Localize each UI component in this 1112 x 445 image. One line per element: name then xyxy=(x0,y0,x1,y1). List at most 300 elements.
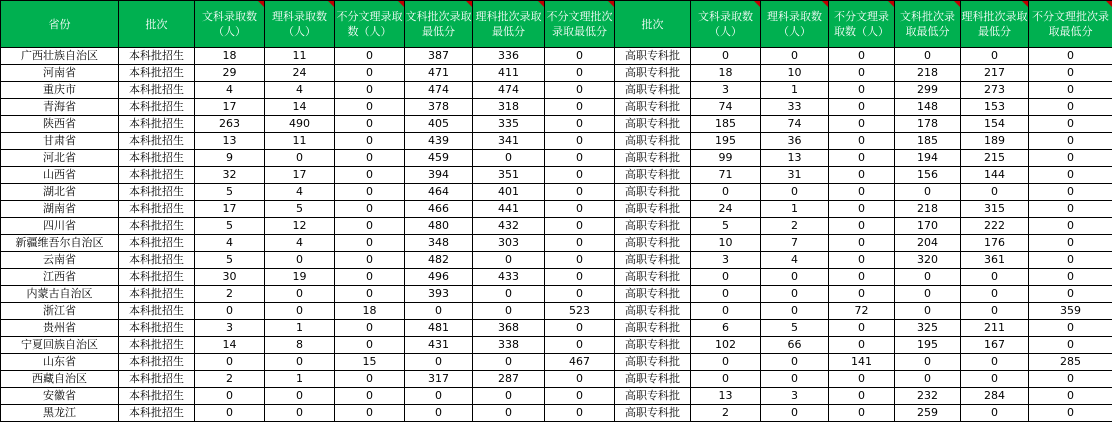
table-cell: 11 xyxy=(265,48,335,65)
table-cell: 0 xyxy=(335,133,405,150)
province-cell: 内蒙古自治区 xyxy=(1,286,119,303)
table-cell: 0 xyxy=(473,286,545,303)
table-cell: 474 xyxy=(405,82,473,99)
table-cell: 0 xyxy=(545,337,615,354)
table-cell: 0 xyxy=(545,167,615,184)
table-cell: 368 xyxy=(473,320,545,337)
table-cell: 0 xyxy=(265,405,335,422)
table-cell: 1 xyxy=(265,371,335,388)
table-cell: 405 xyxy=(405,116,473,133)
table-cell: 299 xyxy=(895,82,961,99)
table-cell: 359 xyxy=(1029,303,1112,320)
table-cell: 0 xyxy=(545,405,615,422)
table-cell: 5 xyxy=(195,184,265,201)
table-cell: 本科批招生 xyxy=(119,150,195,167)
table-cell: 0 xyxy=(895,184,961,201)
column-header: 理科批次录取最低分 xyxy=(961,1,1029,48)
table-cell: 5 xyxy=(265,201,335,218)
table-cell: 32 xyxy=(195,167,265,184)
table-cell: 0 xyxy=(1029,48,1112,65)
table-cell: 0 xyxy=(335,184,405,201)
table-row xyxy=(1,303,1112,320)
table-cell: 0 xyxy=(829,116,895,133)
table-cell: 0 xyxy=(545,218,615,235)
table-cell: 0 xyxy=(1029,82,1112,99)
table-cell: 5 xyxy=(195,218,265,235)
table-cell: 348 xyxy=(405,235,473,252)
table-cell: 0 xyxy=(829,150,895,167)
column-header: 文科批次录取最低分 xyxy=(895,1,961,48)
table-cell: 本科批招生 xyxy=(119,82,195,99)
table-cell: 393 xyxy=(405,286,473,303)
table-cell: 0 xyxy=(405,354,473,371)
table-cell: 0 xyxy=(895,354,961,371)
table-cell: 高职专科批 xyxy=(615,320,691,337)
table-cell: 本科批招生 xyxy=(119,354,195,371)
table-cell: 0 xyxy=(335,82,405,99)
province-cell: 宁夏回族自治区 xyxy=(1,337,119,354)
table-cell: 高职专科批 xyxy=(615,252,691,269)
table-cell: 0 xyxy=(829,82,895,99)
table-cell: 高职专科批 xyxy=(615,65,691,82)
province-cell: 河北省 xyxy=(1,150,119,167)
table-cell: 66 xyxy=(761,337,829,354)
table-cell: 0 xyxy=(545,286,615,303)
province-cell: 江西省 xyxy=(1,269,119,286)
table-cell: 高职专科批 xyxy=(615,354,691,371)
table-cell: 336 xyxy=(473,48,545,65)
table-cell: 12 xyxy=(265,218,335,235)
table-cell: 0 xyxy=(335,252,405,269)
table-cell: 0 xyxy=(1029,184,1112,201)
table-body xyxy=(1,48,1112,422)
table-cell: 0 xyxy=(335,99,405,116)
table-cell: 0 xyxy=(335,48,405,65)
table-cell: 0 xyxy=(265,388,335,405)
table-cell: 2 xyxy=(195,371,265,388)
table-cell: 0 xyxy=(1029,65,1112,82)
column-header: 文科批次录取最低分 xyxy=(405,1,473,48)
table-cell: 0 xyxy=(961,286,1029,303)
table-cell: 218 xyxy=(895,65,961,82)
column-header: 不分文理录取数（人） xyxy=(829,1,895,48)
table-cell: 0 xyxy=(335,116,405,133)
table-cell: 2 xyxy=(691,405,761,422)
table-cell: 0 xyxy=(405,388,473,405)
table-cell: 本科批招生 xyxy=(119,388,195,405)
table-cell: 0 xyxy=(1029,99,1112,116)
table-cell: 0 xyxy=(545,320,615,337)
table-cell: 0 xyxy=(691,286,761,303)
table-cell: 170 xyxy=(895,218,961,235)
table-cell: 高职专科批 xyxy=(615,388,691,405)
table-cell: 263 xyxy=(195,116,265,133)
table-cell: 0 xyxy=(545,388,615,405)
table-cell: 496 xyxy=(405,269,473,286)
table-cell: 0 xyxy=(829,235,895,252)
table-row xyxy=(1,252,1112,269)
province-cell: 黑龙江 xyxy=(1,405,119,422)
table-cell: 0 xyxy=(961,371,1029,388)
table-row xyxy=(1,235,1112,252)
table-cell: 0 xyxy=(335,269,405,286)
column-header: 理科录取数（人） xyxy=(265,1,335,48)
table-cell: 194 xyxy=(895,150,961,167)
table-cell: 0 xyxy=(961,405,1029,422)
province-cell: 重庆市 xyxy=(1,82,119,99)
table-cell: 0 xyxy=(335,235,405,252)
table-cell: 33 xyxy=(761,99,829,116)
table-cell: 387 xyxy=(405,48,473,65)
table-cell: 0 xyxy=(335,201,405,218)
table-cell: 144 xyxy=(961,167,1029,184)
table-row xyxy=(1,337,1112,354)
table-cell: 211 xyxy=(961,320,1029,337)
table-cell: 102 xyxy=(691,337,761,354)
column-header: 文科录取数（人） xyxy=(195,1,265,48)
table-cell: 0 xyxy=(761,303,829,320)
table-cell: 高职专科批 xyxy=(615,286,691,303)
table-cell: 0 xyxy=(895,269,961,286)
table-cell: 215 xyxy=(961,150,1029,167)
table-cell: 高职专科批 xyxy=(615,235,691,252)
table-cell: 3 xyxy=(195,320,265,337)
table-cell: 74 xyxy=(761,116,829,133)
table-cell: 232 xyxy=(895,388,961,405)
table-cell: 273 xyxy=(961,82,1029,99)
table-cell: 高职专科批 xyxy=(615,218,691,235)
table-cell: 0 xyxy=(761,371,829,388)
table-cell: 3 xyxy=(691,82,761,99)
province-cell: 山西省 xyxy=(1,167,119,184)
table-row xyxy=(1,48,1112,65)
table-cell: 0 xyxy=(829,65,895,82)
table-cell: 0 xyxy=(761,184,829,201)
table-cell: 0 xyxy=(335,150,405,167)
column-header: 批次 xyxy=(119,1,195,48)
table-cell: 195 xyxy=(895,337,961,354)
table-cell: 0 xyxy=(545,371,615,388)
table-cell: 0 xyxy=(829,133,895,150)
table-cell: 本科批招生 xyxy=(119,201,195,218)
table-cell: 0 xyxy=(1029,286,1112,303)
table-cell: 11 xyxy=(265,133,335,150)
table-cell: 本科批招生 xyxy=(119,218,195,235)
table-row xyxy=(1,167,1112,184)
table-cell: 0 xyxy=(1029,150,1112,167)
table-cell: 0 xyxy=(473,150,545,167)
table-cell: 153 xyxy=(961,99,1029,116)
table-cell: 本科批招生 xyxy=(119,167,195,184)
province-cell: 陕西省 xyxy=(1,116,119,133)
table-cell: 351 xyxy=(473,167,545,184)
table-cell: 本科批招生 xyxy=(119,235,195,252)
province-cell: 湖南省 xyxy=(1,201,119,218)
table-cell: 466 xyxy=(405,201,473,218)
table-cell: 432 xyxy=(473,218,545,235)
column-header: 批次 xyxy=(615,1,691,48)
table-cell: 高职专科批 xyxy=(615,99,691,116)
table-cell: 0 xyxy=(265,354,335,371)
table-cell: 411 xyxy=(473,65,545,82)
table-cell: 338 xyxy=(473,337,545,354)
table-cell: 17 xyxy=(265,167,335,184)
table-cell: 本科批招生 xyxy=(119,184,195,201)
table-cell: 18 xyxy=(691,65,761,82)
table-row xyxy=(1,116,1112,133)
table-cell: 0 xyxy=(1029,371,1112,388)
table-cell: 0 xyxy=(691,303,761,320)
table-header xyxy=(1,1,1112,48)
table-cell: 317 xyxy=(405,371,473,388)
column-header: 不分文理录取数（人） xyxy=(335,1,405,48)
table-cell: 36 xyxy=(761,133,829,150)
table-cell: 18 xyxy=(335,303,405,320)
table-cell: 17 xyxy=(195,201,265,218)
table-cell: 0 xyxy=(961,354,1029,371)
table-cell: 0 xyxy=(961,48,1029,65)
province-cell: 安徽省 xyxy=(1,388,119,405)
table-cell: 高职专科批 xyxy=(615,82,691,99)
table-cell: 31 xyxy=(761,167,829,184)
table-cell: 439 xyxy=(405,133,473,150)
table-cell: 217 xyxy=(961,65,1029,82)
table-cell: 204 xyxy=(895,235,961,252)
table-cell: 0 xyxy=(1029,201,1112,218)
table-cell: 0 xyxy=(1029,405,1112,422)
table-cell: 0 xyxy=(545,201,615,218)
province-cell: 甘肃省 xyxy=(1,133,119,150)
table-cell: 0 xyxy=(961,269,1029,286)
table-cell: 24 xyxy=(691,201,761,218)
table-cell: 401 xyxy=(473,184,545,201)
table-cell: 高职专科批 xyxy=(615,48,691,65)
table-cell: 0 xyxy=(895,303,961,320)
province-cell: 西藏自治区 xyxy=(1,371,119,388)
province-cell: 云南省 xyxy=(1,252,119,269)
table-row xyxy=(1,286,1112,303)
table-cell: 0 xyxy=(265,286,335,303)
table-cell: 0 xyxy=(265,252,335,269)
table-cell: 高职专科批 xyxy=(615,116,691,133)
table-cell: 13 xyxy=(691,388,761,405)
table-row xyxy=(1,82,1112,99)
table-cell: 0 xyxy=(895,371,961,388)
province-cell: 广西壮族自治区 xyxy=(1,48,119,65)
table-cell: 0 xyxy=(545,48,615,65)
table-cell: 0 xyxy=(1029,320,1112,337)
table-cell: 0 xyxy=(545,150,615,167)
table-cell: 0 xyxy=(1029,337,1112,354)
column-header: 不分文理批次录取最低分 xyxy=(1029,1,1112,48)
table-cell: 高职专科批 xyxy=(615,405,691,422)
table-cell: 0 xyxy=(335,218,405,235)
province-cell: 山东省 xyxy=(1,354,119,371)
table-cell: 14 xyxy=(195,337,265,354)
table-cell: 154 xyxy=(961,116,1029,133)
table-cell: 19 xyxy=(265,269,335,286)
province-cell: 浙江省 xyxy=(1,303,119,320)
table-cell: 474 xyxy=(473,82,545,99)
table-cell: 0 xyxy=(761,354,829,371)
table-row xyxy=(1,65,1112,82)
table-cell: 2 xyxy=(195,286,265,303)
table-cell: 0 xyxy=(265,303,335,320)
table-cell: 218 xyxy=(895,201,961,218)
table-cell: 0 xyxy=(961,303,1029,320)
table-cell: 0 xyxy=(829,320,895,337)
table-row xyxy=(1,320,1112,337)
table-cell: 0 xyxy=(829,184,895,201)
table-cell: 本科批招生 xyxy=(119,99,195,116)
table-cell: 0 xyxy=(335,320,405,337)
table-cell: 9 xyxy=(195,150,265,167)
table-cell: 0 xyxy=(1029,252,1112,269)
table-cell: 0 xyxy=(829,337,895,354)
table-cell: 480 xyxy=(405,218,473,235)
table-cell: 0 xyxy=(1029,269,1112,286)
table-cell: 1 xyxy=(761,82,829,99)
table-cell: 2 xyxy=(761,218,829,235)
province-cell: 青海省 xyxy=(1,99,119,116)
table-row xyxy=(1,371,1112,388)
table-cell: 14 xyxy=(265,99,335,116)
table-cell: 4 xyxy=(265,235,335,252)
table-row xyxy=(1,218,1112,235)
table-cell: 0 xyxy=(473,303,545,320)
table-cell: 0 xyxy=(405,303,473,320)
province-cell: 湖北省 xyxy=(1,184,119,201)
table-cell: 高职专科批 xyxy=(615,371,691,388)
table-cell: 318 xyxy=(473,99,545,116)
table-cell: 0 xyxy=(545,82,615,99)
table-cell: 0 xyxy=(545,184,615,201)
table-cell: 0 xyxy=(473,405,545,422)
table-cell: 13 xyxy=(195,133,265,150)
table-cell: 0 xyxy=(545,252,615,269)
table-cell: 本科批招生 xyxy=(119,133,195,150)
table-row xyxy=(1,150,1112,167)
table-cell: 30 xyxy=(195,269,265,286)
table-cell: 185 xyxy=(895,133,961,150)
table-cell: 0 xyxy=(829,269,895,286)
table-cell: 4 xyxy=(195,235,265,252)
table-cell: 0 xyxy=(761,269,829,286)
table-cell: 0 xyxy=(829,167,895,184)
table-cell: 0 xyxy=(829,252,895,269)
table-cell: 1 xyxy=(265,320,335,337)
table-cell: 74 xyxy=(691,99,761,116)
table-cell: 185 xyxy=(691,116,761,133)
table-cell: 315 xyxy=(961,201,1029,218)
table-cell: 本科批招生 xyxy=(119,65,195,82)
table-cell: 4 xyxy=(265,82,335,99)
table-cell: 0 xyxy=(545,235,615,252)
table-cell: 0 xyxy=(545,269,615,286)
province-cell: 河南省 xyxy=(1,65,119,82)
table-cell: 本科批招生 xyxy=(119,371,195,388)
table-cell: 0 xyxy=(829,201,895,218)
table-cell: 4 xyxy=(265,184,335,201)
table-cell: 0 xyxy=(335,167,405,184)
table-cell: 72 xyxy=(829,303,895,320)
table-cell: 325 xyxy=(895,320,961,337)
table-cell: 71 xyxy=(691,167,761,184)
table-cell: 378 xyxy=(405,99,473,116)
table-cell: 0 xyxy=(761,405,829,422)
table-row xyxy=(1,354,1112,371)
table-cell: 441 xyxy=(473,201,545,218)
province-cell: 新疆维吾尔自治区 xyxy=(1,235,119,252)
table-cell: 0 xyxy=(195,354,265,371)
table-cell: 156 xyxy=(895,167,961,184)
province-cell: 贵州省 xyxy=(1,320,119,337)
table-cell: 0 xyxy=(545,99,615,116)
table-cell: 0 xyxy=(335,337,405,354)
column-header: 理科录取数（人） xyxy=(761,1,829,48)
table-cell: 335 xyxy=(473,116,545,133)
table-cell: 99 xyxy=(691,150,761,167)
table-cell: 0 xyxy=(335,286,405,303)
table-cell: 285 xyxy=(1029,354,1112,371)
table-cell: 189 xyxy=(961,133,1029,150)
table-cell: 本科批招生 xyxy=(119,269,195,286)
table-cell: 10 xyxy=(691,235,761,252)
table-cell: 471 xyxy=(405,65,473,82)
table-cell: 1 xyxy=(761,201,829,218)
table-cell: 284 xyxy=(961,388,1029,405)
table-cell: 176 xyxy=(961,235,1029,252)
table-cell: 本科批招生 xyxy=(119,48,195,65)
table-row xyxy=(1,388,1112,405)
table-cell: 10 xyxy=(761,65,829,82)
table-cell: 0 xyxy=(545,65,615,82)
table-cell: 0 xyxy=(473,252,545,269)
table-cell: 13 xyxy=(761,150,829,167)
table-cell: 0 xyxy=(545,133,615,150)
table-cell: 0 xyxy=(195,303,265,320)
table-cell: 本科批招生 xyxy=(119,405,195,422)
table-cell: 148 xyxy=(895,99,961,116)
table-cell: 0 xyxy=(1029,116,1112,133)
table-cell: 17 xyxy=(195,99,265,116)
table-cell: 5 xyxy=(195,252,265,269)
table-cell: 320 xyxy=(895,252,961,269)
table-row xyxy=(1,269,1112,286)
table-cell: 0 xyxy=(895,286,961,303)
table-cell: 6 xyxy=(691,320,761,337)
table-cell: 本科批招生 xyxy=(119,320,195,337)
table-row xyxy=(1,201,1112,218)
table-cell: 0 xyxy=(405,405,473,422)
table-cell: 431 xyxy=(405,337,473,354)
table-cell: 0 xyxy=(545,116,615,133)
table-cell: 287 xyxy=(473,371,545,388)
table-cell: 0 xyxy=(335,65,405,82)
table-cell: 5 xyxy=(691,218,761,235)
column-header: 省份 xyxy=(1,1,119,48)
table-cell: 0 xyxy=(829,218,895,235)
table-cell: 222 xyxy=(961,218,1029,235)
table-cell: 高职专科批 xyxy=(615,337,691,354)
table-cell: 0 xyxy=(1029,388,1112,405)
table-row xyxy=(1,99,1112,116)
table-cell: 0 xyxy=(335,371,405,388)
table-cell: 178 xyxy=(895,116,961,133)
table-cell: 0 xyxy=(335,388,405,405)
column-header: 理科批次录取最低分 xyxy=(473,1,545,48)
table-cell: 0 xyxy=(195,388,265,405)
